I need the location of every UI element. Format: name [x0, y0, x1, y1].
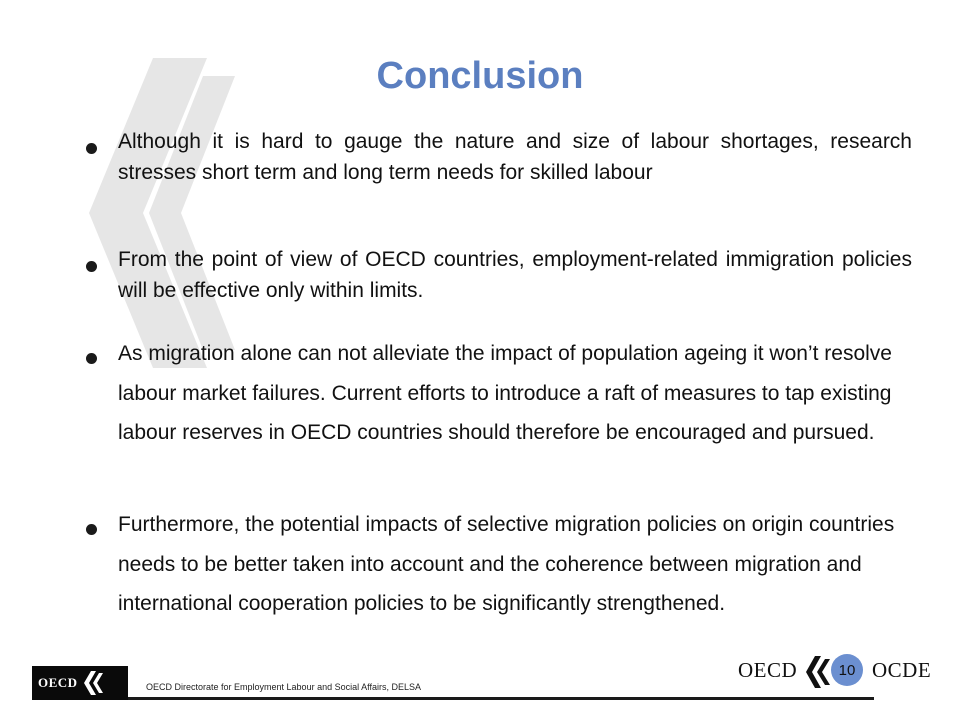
footer-directorate: OECD Directorate for Employment Labour and Social Affairs, DELSA — [146, 682, 421, 692]
bullet-dot-icon — [86, 353, 97, 364]
bullet-text: From the point of view of OECD countries, employment-related immigration policies will be effective only within limits. — [118, 248, 912, 302]
page-number-badge: 10 — [831, 654, 863, 686]
bullet-text: As migration alone can not alleviate the impact of population ageing it won’t resolve labour market failures. Current efforts to introduce a raft of measures to tap existing labour reserves in OECD countries should therefore be encouraged and pursued. — [118, 342, 892, 444]
bullet-dot-icon — [86, 261, 97, 272]
bullet-text: Although it is hard to gauge the nature and size of labour shortages, research stresses short term and long term needs for skilled labour — [118, 130, 912, 184]
bullet-dot-icon — [86, 524, 97, 535]
oecd-footer-logo — [32, 666, 128, 700]
brand-ocde-text: OCDE — [872, 658, 932, 682]
oecd-chevron-icon — [805, 656, 831, 688]
double-chevron-watermark-icon — [85, 58, 235, 368]
bullet-dot-icon — [86, 143, 97, 154]
footer-logo-text: OECD — [38, 675, 78, 690]
bullet-item — [86, 126, 912, 188]
bullet-item — [86, 244, 912, 306]
bullet-item — [86, 505, 912, 624]
bullet-item — [86, 334, 912, 453]
footer-divider — [128, 697, 874, 700]
slide-title: Conclusion — [376, 55, 584, 97]
brand-oecd-text: OECD — [738, 658, 798, 682]
oecd-chevron-icon — [82, 671, 104, 695]
bullet-text: Furthermore, the potential impacts of selective migration policies on origin countries needs to be better taken into account and the coherence between migration and international cooperation policies to be significantly strengthened. — [118, 513, 895, 615]
